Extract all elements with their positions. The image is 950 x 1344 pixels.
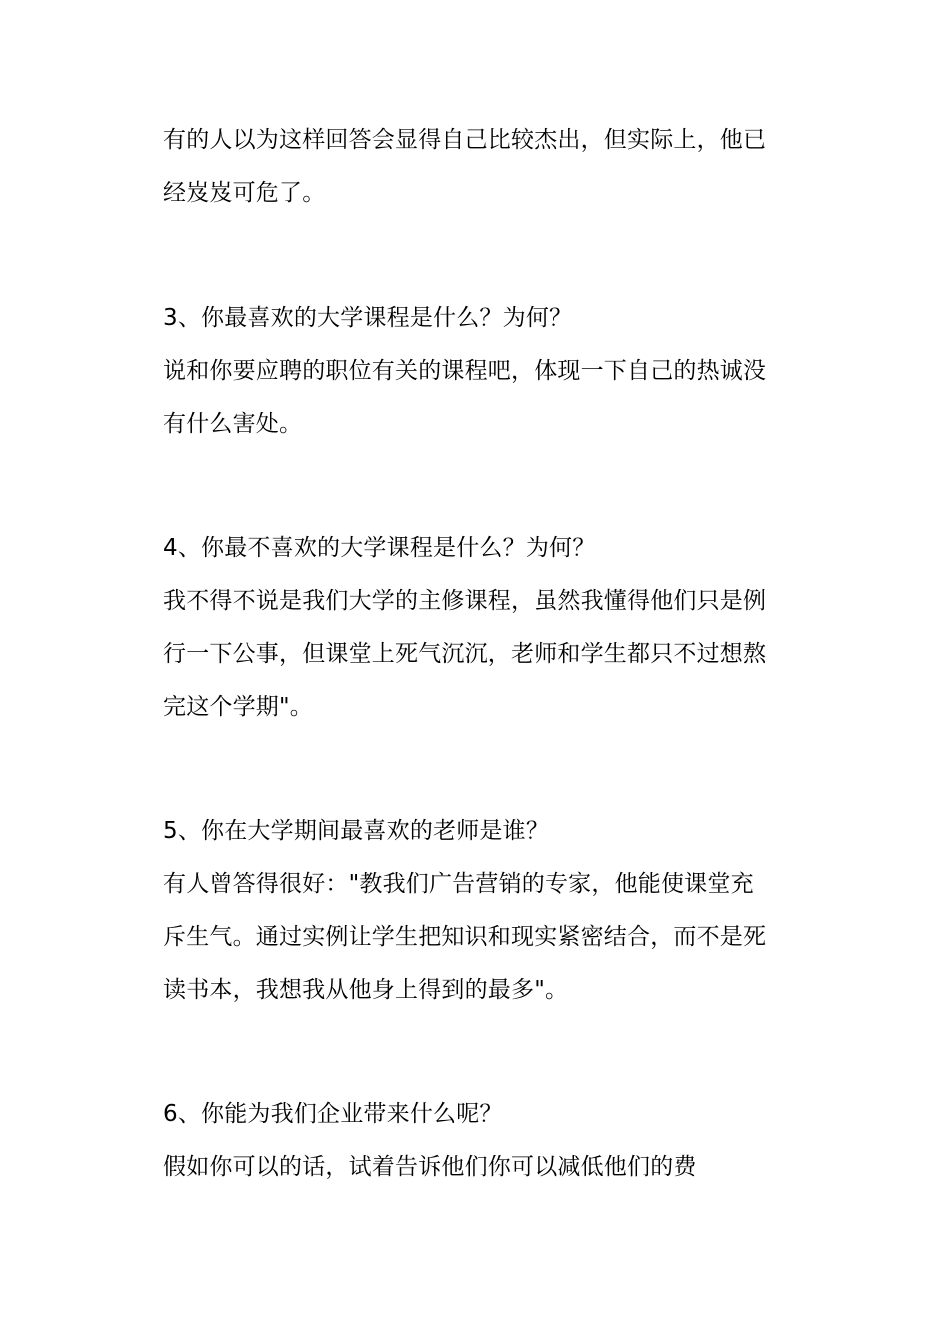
paragraph-line: 我不得不说是我们大学的主修课程，虽然我懂得他们只是例	[163, 588, 767, 614]
question-heading: 4、你最不喜欢的大学课程是什么？为何？	[163, 535, 596, 561]
paragraph-line: 斥生气。通过实例让学生把知识和现实紧密结合，而不是死	[163, 924, 767, 950]
paragraph-line: 读书本，我想我从他身上得到的最多"。	[163, 977, 569, 1003]
question-heading: 3、你最喜欢的大学课程是什么？为何？	[163, 305, 573, 331]
paragraph-line: 行一下公事，但课堂上死气沉沉，老师和学生都只不过想熬	[163, 641, 767, 667]
question-heading: 5、你在大学期间最喜欢的老师是谁？	[163, 818, 550, 844]
paragraph-line: 有什么害处。	[163, 411, 303, 437]
paragraph-line: 经岌岌可危了。	[163, 180, 326, 206]
paragraph-line: 完这个学期"。	[163, 694, 313, 720]
question-heading: 6、你能为我们企业带来什么呢？	[163, 1101, 503, 1127]
paragraph-line: 有人曾答得很好："教我们广告营销的专家，他能使课堂充	[163, 871, 754, 897]
paragraph-line: 假如你可以的话，试着告诉他们你可以减低他们的费	[163, 1154, 697, 1180]
paragraph-line: 有的人以为这样回答会显得自己比较杰出，但实际上，他已	[163, 127, 767, 153]
paragraph-line: 说和你要应聘的职位有关的课程吧，体现一下自己的热诚没	[163, 358, 767, 384]
